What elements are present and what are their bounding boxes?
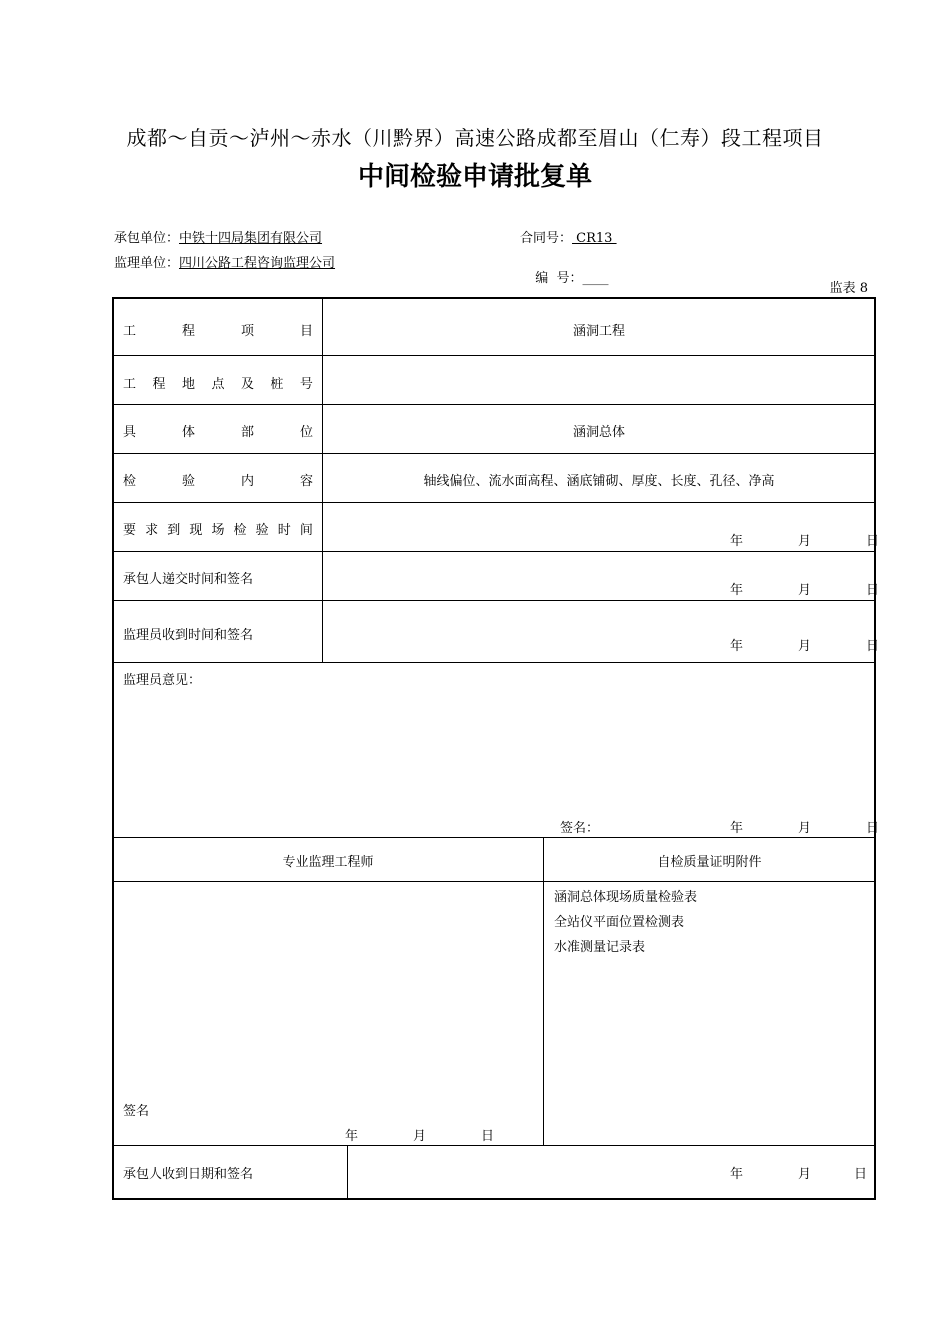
opinion-date: 年 月 日: [730, 821, 880, 836]
receive-date: 年 月 日: [730, 639, 880, 654]
time-date: 年 月 日: [730, 534, 880, 549]
contractor-value: 中铁十四局集团有限公司: [179, 231, 323, 246]
number-line: [527, 252, 609, 286]
number-label: 编 号：: [535, 271, 583, 286]
attachments-header: 自检质量证明附件: [657, 855, 762, 870]
row-divider: [113, 662, 875, 663]
column-divider: [543, 838, 544, 1145]
receive-label: 监理员收到时间和签名: [123, 628, 254, 643]
attachment-item: 水准测量记录表: [554, 940, 646, 955]
engineer-sign-label: 签名: [123, 1104, 150, 1119]
contractor-label: 承包单位：: [114, 231, 180, 246]
row-divider: [113, 837, 875, 838]
project-title: 成都～自贡～泸州～赤水（川黔界）高速公路成都至眉山（仁寿）段工程项目: [126, 126, 824, 150]
engineer-date: 年 月 日: [345, 1129, 495, 1144]
opinion-label: 监理员意见：: [123, 673, 202, 688]
row-divider: [113, 502, 875, 503]
supervisor-label: 监理单位：: [114, 256, 180, 271]
attachment-item: 涵洞总体现场质量检验表: [554, 890, 698, 905]
part-label: 具 体 部 位: [123, 425, 313, 440]
contract-line: [520, 227, 617, 246]
contract-value: CR13: [572, 231, 617, 246]
row-divider: [113, 453, 875, 454]
row-divider: [113, 600, 875, 601]
location-label: 工 程 地 点 及 桩 号: [123, 377, 313, 392]
row-divider: [113, 404, 875, 405]
opinion-sign-label: 签名：: [560, 821, 600, 836]
project-label: 工 程 项 目: [123, 324, 313, 339]
submit-date: 年 月 日: [730, 583, 880, 598]
engineer-header: 专业监理工程师: [282, 855, 374, 870]
contract-label: 合同号：: [520, 231, 573, 246]
form-code: 监表 8: [829, 281, 868, 296]
attachment-item: 全站仪平面位置检测表: [554, 915, 685, 930]
supervisor-line: [114, 252, 335, 271]
project-value: 涵洞工程: [572, 324, 625, 339]
part-value: 涵洞总体: [572, 425, 625, 440]
time-label: 要 求 到 现 场 检 验 时 间: [123, 523, 313, 538]
form-title: 中间检验申请批复单: [357, 162, 592, 192]
row-divider: [113, 355, 875, 356]
number-value: ____: [582, 271, 609, 286]
row-divider: [113, 551, 875, 552]
final-row-label: 承包人收到日期和签名: [123, 1167, 254, 1182]
row-divider: [113, 881, 875, 882]
content-label: 检 验 内 容: [123, 474, 313, 489]
contractor-line: [114, 227, 322, 246]
final-row-date: 年 月 日: [730, 1167, 868, 1182]
content-value: 轴线偏位、流水面高程、涵底铺砌、厚度、长度、孔径、净高: [423, 474, 775, 489]
submit-label: 承包人递交时间和签名: [123, 572, 254, 587]
column-divider: [347, 1146, 348, 1198]
supervisor-value: 四川公路工程咨询监理公司: [179, 256, 336, 271]
row-divider: [113, 1145, 875, 1146]
